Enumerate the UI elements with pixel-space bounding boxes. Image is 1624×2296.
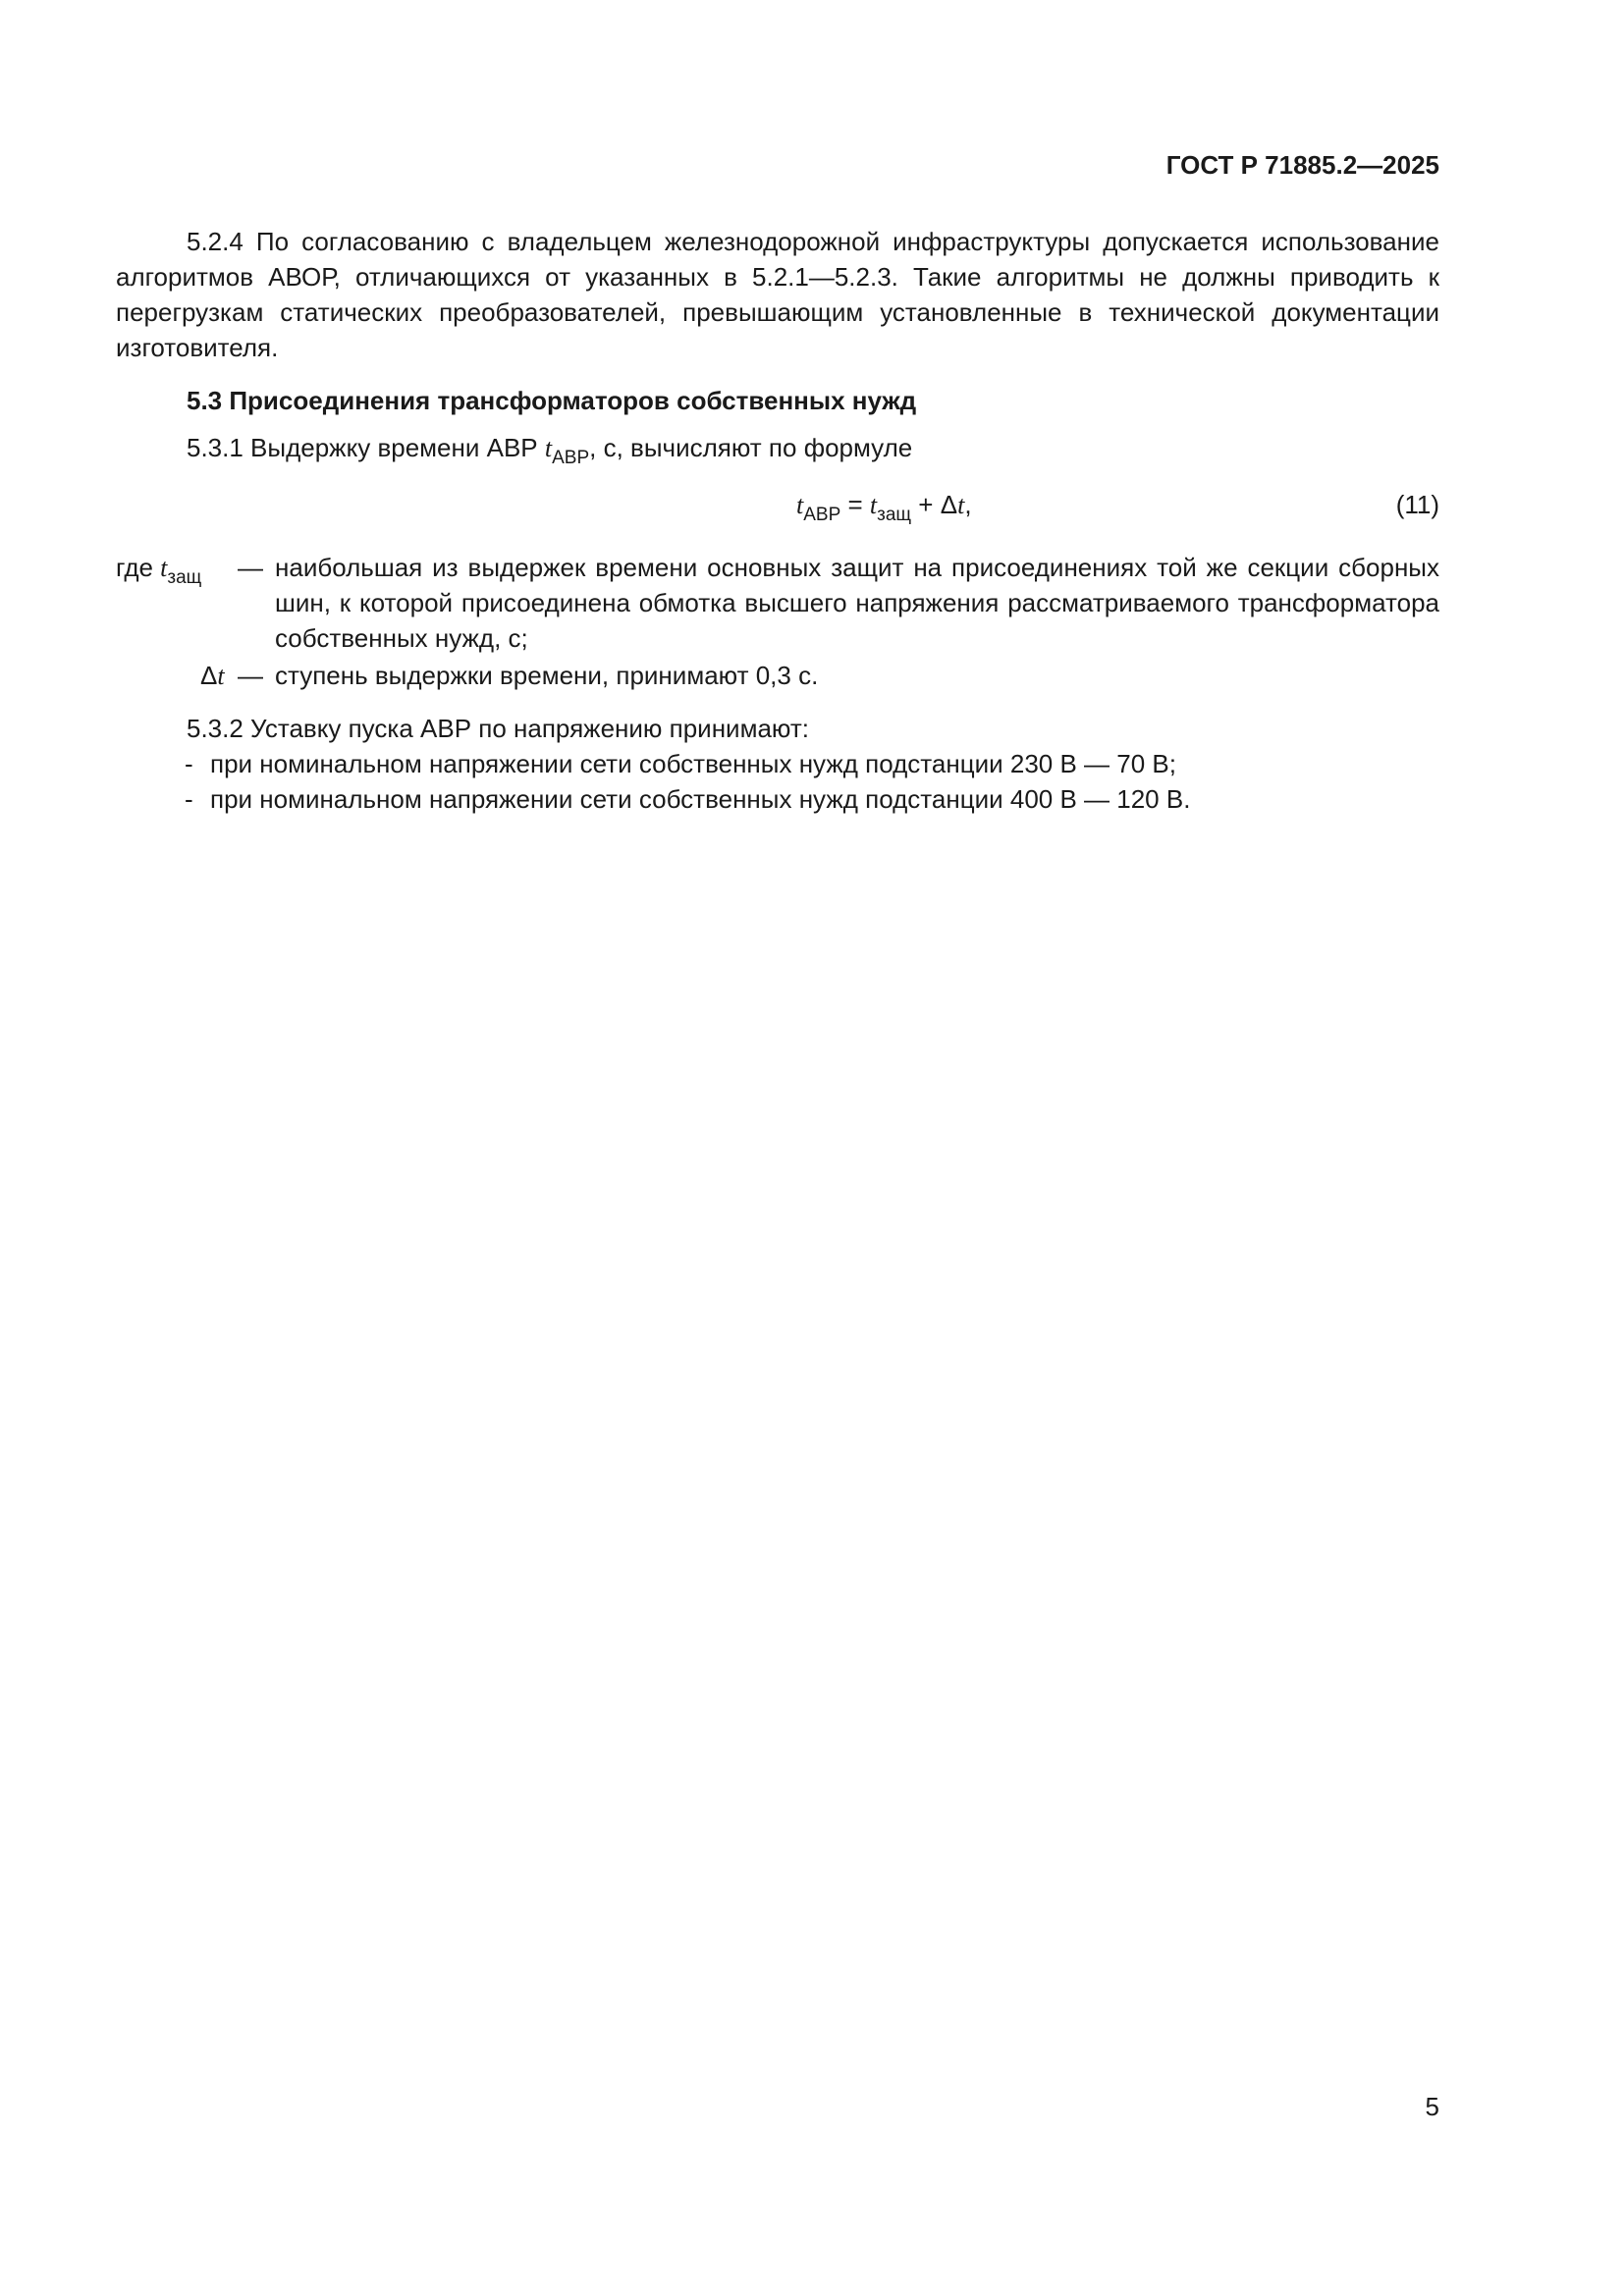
where-label	[116, 550, 201, 586]
formula-plus: +	[911, 490, 941, 519]
where-label-delta	[200, 658, 225, 694]
formula-lhs-var: t	[796, 491, 804, 519]
formula-delta-var: t	[957, 491, 965, 519]
where-dash: —	[238, 553, 263, 582]
formula-rhs-var: t	[869, 491, 878, 519]
list-item-text: при номинальном напряжении сети собственных нужд подстанции 230 В — 70 В;	[210, 749, 1176, 778]
section-title-5-3: 5.3 Присоединения трансформаторов собственных нужд	[187, 386, 917, 415]
where-definition: наибольшая из выдержек времени основных защит на присоединениях той же секции сборных шин, к которой присоединена обмотка высшего напряжения рассматриваемого трансформатора собственных нужд, с;	[275, 553, 1439, 653]
where-definition: ступень выдержки времени, принимают 0,3 с.	[275, 661, 819, 690]
subscript-avr: АВР	[552, 448, 590, 468]
where-word: где	[116, 553, 161, 582]
paragraph-5-3-2: 5.3.2 Уставку пуска АВР по напряжению принимают:	[187, 714, 809, 743]
paragraph-5-2-4: 5.2.4 По согласованию с владельцем железнодорожной инфраструктуры допускается использование алгоритмов АВОР, отличающихся от указанных в 5.2.1—5.2.3. Такие алгоритмы не должны приводить к перегрузкам статических преобразователей, превышающим установленные в технической документации изготовителя.	[116, 227, 1439, 362]
page-number: 5	[1425, 2092, 1439, 2121]
formula-rhs-sub: защ	[877, 505, 912, 525]
paragraph-5-3-1-prefix: 5.3.1 Выдержку времени АВР	[187, 433, 545, 462]
paragraph-5-3-1	[187, 430, 1510, 466]
list-item-text: при номинальном напряжении сети собственных нужд подстанции 400 В — 120 В.	[210, 784, 1191, 814]
where-sub-zashch: защ	[167, 567, 202, 588]
where-item-delta-t	[116, 658, 1439, 697]
formula-row	[116, 487, 1439, 526]
formula-equals: =	[840, 490, 870, 519]
where-var-t: t	[160, 554, 168, 582]
where-item-t-zashch	[116, 550, 1439, 658]
list-bullet: -	[185, 784, 193, 814]
formula-lhs-sub: АВР	[803, 505, 841, 525]
formula-delta: Δ	[940, 490, 958, 519]
formula	[796, 487, 972, 523]
document-code: ГОСТ Р 71885.2—2025	[1165, 150, 1439, 180]
setting-list	[185, 746, 1439, 817]
where-var-delta-t: t	[217, 662, 225, 690]
formula-end: ,	[964, 490, 972, 519]
equation-number: (11)	[1395, 490, 1439, 519]
where-delta: Δ	[200, 661, 218, 690]
list-bullet: -	[185, 749, 193, 778]
list-item	[185, 746, 1439, 781]
where-dash: —	[238, 661, 263, 690]
paragraph-5-3-1-suffix: , с, вычисляют по формуле	[589, 433, 913, 462]
list-item	[185, 781, 1439, 817]
variable-t: t	[544, 434, 553, 462]
